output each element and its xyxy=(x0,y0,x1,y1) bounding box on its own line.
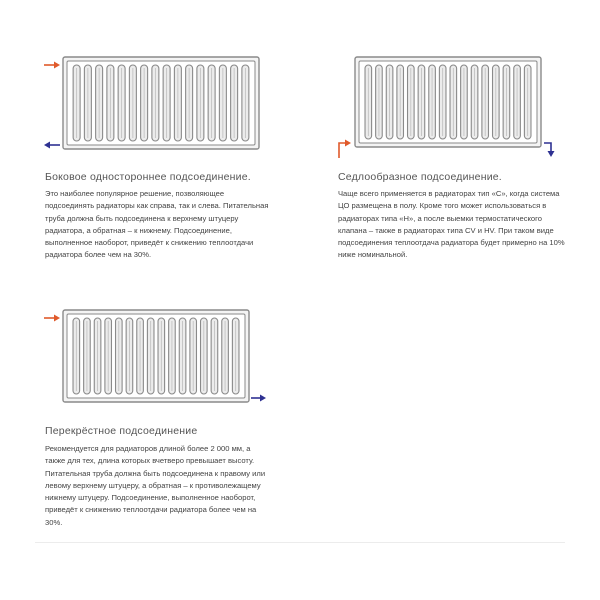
divider xyxy=(35,542,565,543)
radiator-cross-diagram xyxy=(44,310,269,405)
arrow-right-icon xyxy=(44,315,60,322)
radiator-saddle-diagram xyxy=(337,57,562,161)
section-title: Седлообразное подсоединение. xyxy=(338,171,502,183)
elbow-down-arrow-icon xyxy=(544,143,555,157)
radiator-body xyxy=(63,310,249,402)
arrow-left-icon xyxy=(44,142,60,149)
arrow-right-icon xyxy=(251,395,266,402)
radiator-side-diagram xyxy=(44,57,259,152)
radiator-body xyxy=(355,57,541,147)
section-text: Это наиболее популярное решение, позволяющее подсоединять радиаторы как справа, так и слева. Питательная труба должна быть подсоединена к верхнему штуцеру радиатора, а обратная – к нижнему. Подсоединение, выполненное наоборот, приведёт к снижению теплоотдачи радиатора более чем на 30%. xyxy=(45,189,269,260)
section-text: Чаще всего применяется в радиаторах тип «С», когда система ЦО размещена в полу. Кроме того может использоваться в радиаторах типа «Н», а после выемки термостатического клапана – также в радиаторах типа CV и HV. При таком виде подсоединения теплоотдача радиатора будет примерно на 10% ниже номинальной. xyxy=(338,189,565,260)
section-title: Боковое одностороннее подсоединение. xyxy=(45,171,251,183)
arrow-right-icon xyxy=(44,62,60,69)
section-text: Рекомендуется для радиаторов длиной более 2 000 мм, а также для тех, длина которых вчетверо превышает высоту. Питательная труба должна быть подсоединена к правому или левому верхнему штуцеру, а обратная – к противолежащему нижнему штуцеру. Подсоединение, выполненное наоборот, приведёт к снижению теплоотдачи радиатора более чем на 30%. xyxy=(45,444,266,527)
radiator-body xyxy=(63,57,259,149)
section-title: Перекрёстное подсоединение xyxy=(45,425,198,437)
elbow-up-arrow-icon xyxy=(339,140,351,159)
